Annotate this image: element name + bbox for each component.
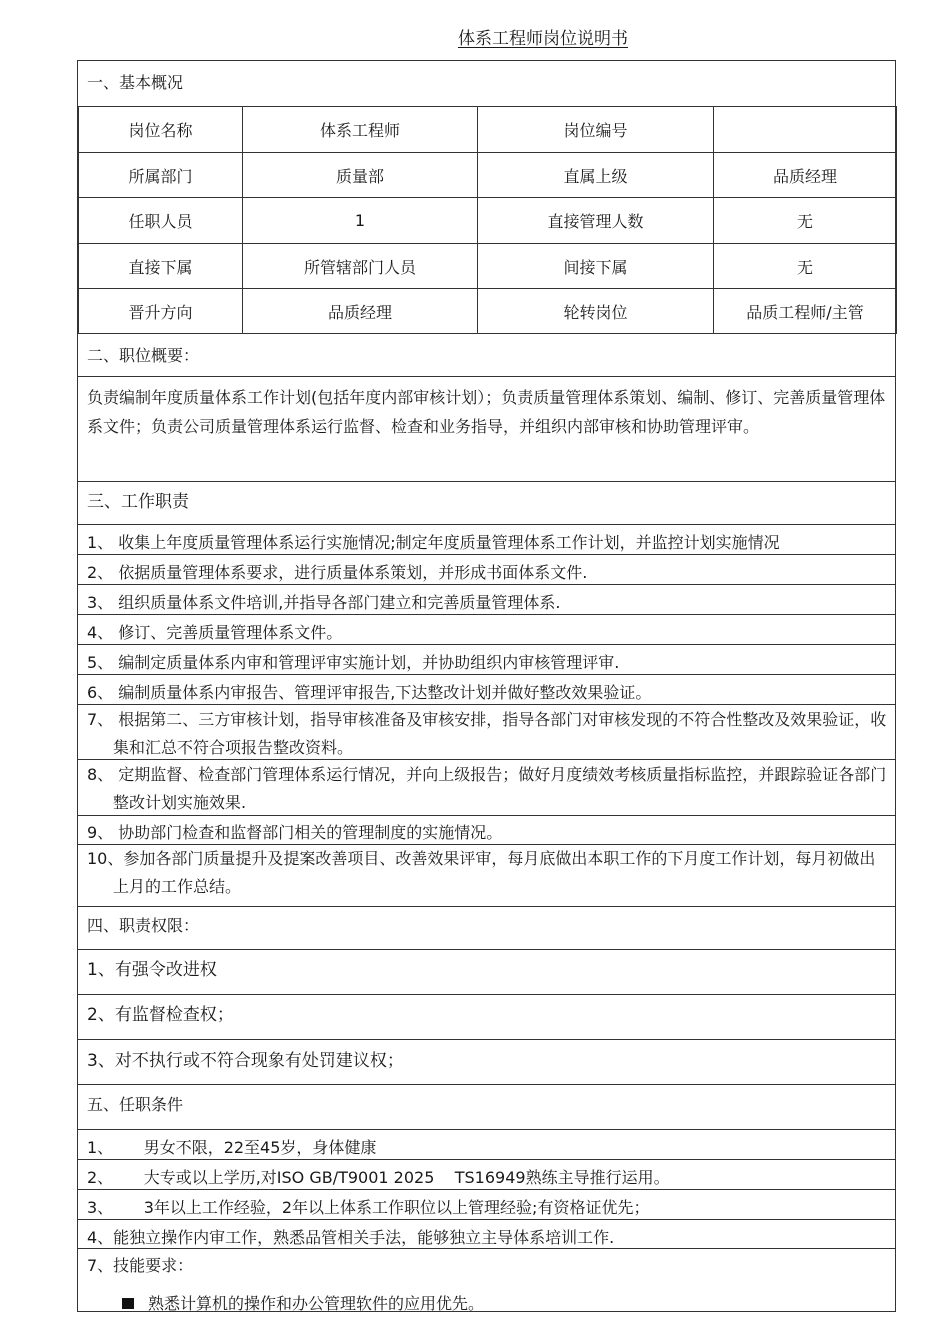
list-item [77, 1189, 896, 1220]
list-item [77, 1039, 896, 1085]
skill-text: 熟悉计算机的操作和办公管理软件的应用优先。 [148, 1294, 485, 1313]
authority-text: 2、有监督检查权； [87, 1005, 234, 1025]
table-cell: 岗位名称 [78, 106, 243, 153]
skills-block [77, 1248, 896, 1312]
table-cell: 无 [713, 243, 897, 289]
table-cell: 所属部门 [78, 152, 243, 198]
position-summary [77, 376, 896, 482]
list-item [77, 949, 896, 995]
list-item [77, 1159, 896, 1190]
section-basic-info [77, 60, 896, 334]
list-item [77, 524, 896, 555]
list-item [77, 644, 896, 675]
table-cell [713, 106, 897, 153]
authority-text: 3、对不执行或不符合现象有处罚建议权； [87, 1051, 404, 1071]
list-item [77, 815, 896, 845]
section-heading: 五、任职条件 [87, 1095, 184, 1114]
table-cell: 直接下属 [78, 243, 243, 289]
table-cell: 直属上级 [477, 152, 714, 198]
table-cell: 1 [242, 197, 478, 244]
list-item [77, 1129, 896, 1160]
duty-text: 6、 编制质量体系内审报告、管理评审报告,下达整改计划并做好整改效果验证。 [87, 683, 652, 702]
skill-item [122, 1291, 484, 1314]
section-heading: 二、职位概要： [87, 346, 200, 365]
table-cell: 质量部 [242, 152, 478, 198]
requirement-text: 3、 3年以上工作经验，2年以上体系工作职位以上管理经验;有资格证优先； [87, 1198, 650, 1217]
section-heading: 三、工作职责 [87, 492, 189, 512]
duty-text: 5、 编制定质量体系内审和管理评审实施计划，并协助组织内审核管理评审. [87, 653, 620, 672]
table-cell: 岗位编号 [477, 106, 714, 153]
table-cell: 所管辖部门人员 [242, 243, 478, 289]
duty-text: 7、 根据第二、三方审核计划，指导审核准备及审核安排，指导各部门对审核发现的不符合性整改及效果验证，收集和汇总不符合项报告整改资料。 [87, 710, 887, 757]
table-cell: 直接管理人数 [477, 197, 714, 244]
list-item [77, 704, 896, 760]
list-item [77, 584, 896, 615]
table-cell: 品质经理 [242, 288, 478, 334]
table-cell: 轮转岗位 [477, 288, 714, 334]
list-item [77, 554, 896, 585]
basic-info-table [78, 106, 897, 334]
requirement-text: 2、 大专或以上学历,对ISO GB/T9001 2025 TS16949熟练主导推行运用。 [87, 1168, 670, 1187]
authority-text: 1、有强令改进权 [87, 960, 217, 980]
section-heading: 一、基本概况 [87, 73, 184, 92]
section-heading-row [77, 481, 896, 525]
list-item [77, 759, 896, 816]
duty-text: 10、参加各部门质量提升及提案改善项目、改善效果评审，每月底做出本职工作的下月度工作计划，每月初做出上月的工作总结。 [87, 849, 876, 896]
list-item [77, 614, 896, 645]
table-cell: 间接下属 [477, 243, 714, 289]
duty-text: 3、 组织质量体系文件培训,并指导各部门建立和完善质量管理体系. [87, 593, 561, 612]
table-cell: 体系工程师 [242, 106, 478, 153]
table-cell: 任职人员 [78, 197, 243, 244]
duty-text: 8、 定期监督、检查部门管理体系运行情况，并向上级报告；做好月度绩效考核质量指标监控，并跟踪验证各部门整改计划实施效果. [87, 765, 887, 812]
duty-text: 4、 修订、完善质量管理体系文件。 [87, 623, 343, 642]
section-heading: 四、职责权限： [87, 916, 200, 935]
section-heading-row [77, 333, 896, 377]
table-cell: 无 [713, 197, 897, 244]
duty-text: 9、 协助部门检查和监督部门相关的管理制度的实施情况。 [87, 823, 503, 842]
table-cell: 品质经理 [713, 152, 897, 198]
table-cell: 晋升方向 [78, 288, 243, 334]
list-item [77, 844, 896, 907]
square-bullet-icon [122, 1298, 134, 1309]
duty-text: 1、 收集上年度质量管理体系运行实施情况;制定年度质量管理体系工作计划，并监控计划实施情况 [87, 533, 780, 552]
list-item [77, 1219, 896, 1249]
list-item [77, 674, 896, 705]
section-heading-row [77, 1084, 896, 1130]
summary-text: 负责编制年度质量体系工作计划(包括年度内部审核计划）；负责质量管理体系策划、编制、修订、完善质量管理体系文件；负责公司质量管理体系运行监督、检查和业务指导，并组织内部审核和协助管理评审。 [87, 388, 886, 436]
requirement-text: 1、 男女不限，22至45岁，身体健康 [87, 1138, 377, 1157]
skills-heading: 7、技能要求： [87, 1256, 194, 1275]
list-item [77, 994, 896, 1040]
page-title: 体系工程师岗位说明书 [458, 29, 628, 49]
duty-text: 2、 依据质量管理体系要求，进行质量体系策划，并形成书面体系文件. [87, 563, 588, 582]
section-heading-row [77, 906, 896, 950]
requirement-text: 4、能独立操作内审工作，熟悉品管相关手法，能够独立主导体系培训工作. [87, 1228, 615, 1247]
table-cell: 品质工程师/主管 [713, 288, 897, 334]
